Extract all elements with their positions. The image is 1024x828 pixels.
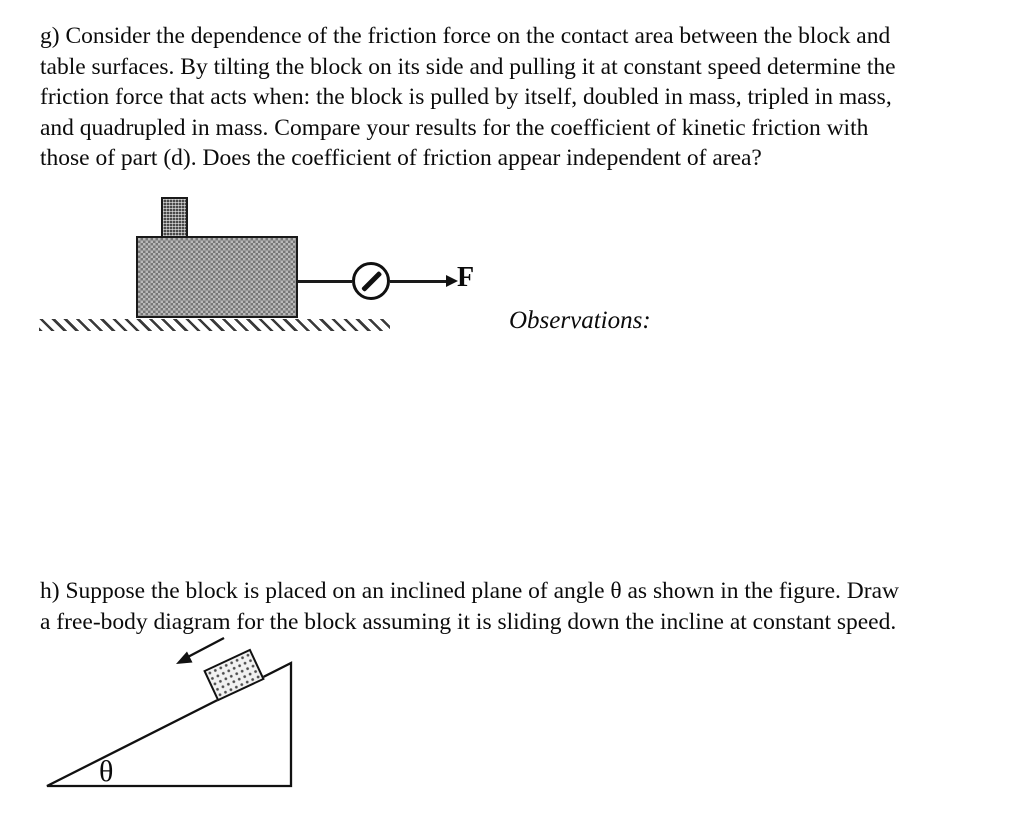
paragraph-h-line-2: a free-body diagram for the block assuming it is sliding down the incline at constant speed. bbox=[40, 608, 897, 635]
force-label: F bbox=[457, 262, 475, 293]
observations-label: Observations: bbox=[509, 307, 651, 334]
paragraph-h-line-1: h) Suppose the block is placed on an inclined plane of angle θ as shown in the figure. Draw bbox=[40, 578, 899, 604]
paragraph-g-line-1: g) Consider the dependence of the friction force on the contact area between the block and bbox=[40, 23, 891, 49]
incline-figure bbox=[30, 630, 315, 800]
slide-direction-arrow-line bbox=[184, 638, 224, 659]
scale-needle-icon bbox=[361, 271, 382, 292]
paragraph-g-line-5: those of part (d). Does the coefficient of friction appear independent of area? bbox=[40, 145, 762, 171]
slide-direction-arrowhead-icon bbox=[176, 652, 193, 665]
stacked-block bbox=[161, 197, 188, 238]
spring-scale-icon bbox=[352, 262, 390, 300]
angle-theta-label: θ bbox=[99, 755, 114, 788]
paragraph-g-line-3: friction force that acts when: the block is pulled by itself, doubled in mass, tripled in mass, bbox=[40, 84, 892, 110]
main-block bbox=[136, 236, 298, 318]
ground-surface bbox=[39, 319, 390, 331]
paragraph-g bbox=[40, 21, 896, 174]
paragraph-g-line-2: table surfaces. By tilting the block on its side and pulling it at constant speed determine the bbox=[40, 53, 896, 80]
paragraph-h bbox=[40, 576, 899, 637]
pull-cord-line bbox=[298, 280, 352, 283]
force-arrow-line bbox=[390, 280, 447, 283]
paragraph-g-line-4: and quadrupled in mass. Compare your results for the coefficient of kinetic friction with bbox=[40, 114, 869, 141]
